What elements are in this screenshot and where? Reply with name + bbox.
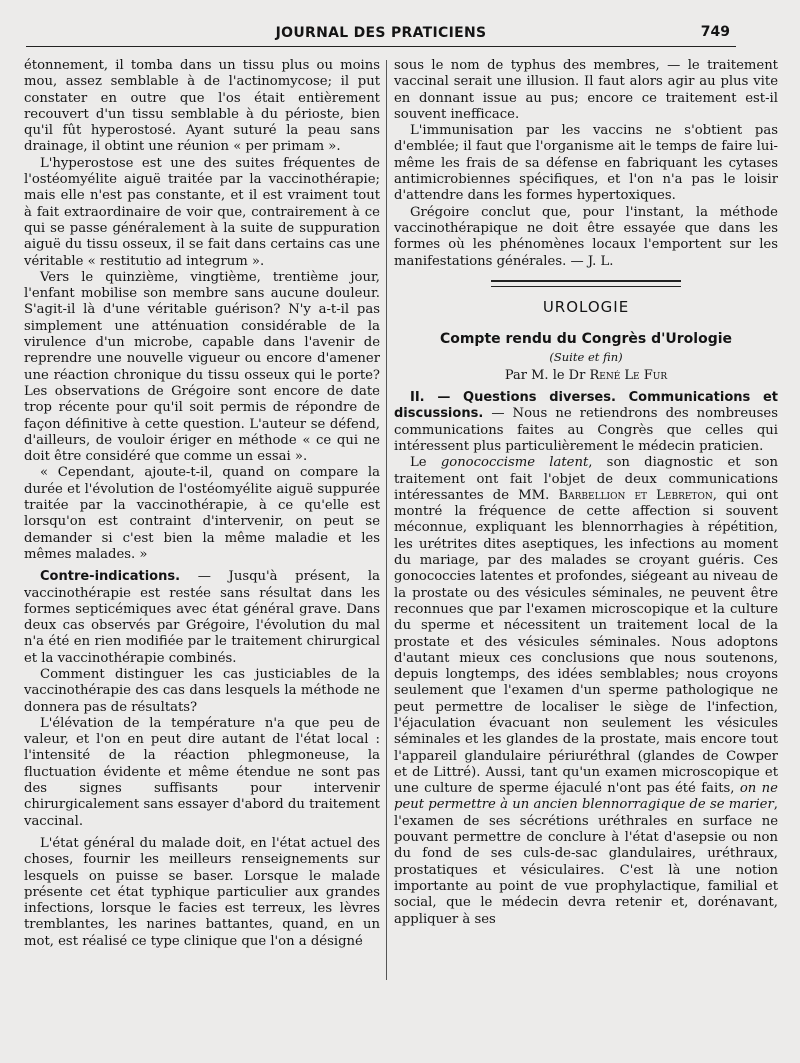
paragraph: « Cependant, ajoute-t-il, quand on compare la durée et l'évolution de l'ostéomyélite aiguë suppurée traitée par la vaccinothérapie, à ce qu'elle est lorsqu'on est contraint d'intervenir, on peut se demander si c'est bien la même maladie et les mêmes malades. » bbox=[24, 465, 380, 562]
paragraph: sous le nom de typhus des membres, — le traitement vaccinal serait une illusion. Il faut alors agir au plus vite en donnant issue au pus; encore ce traitement est-il souvent inefficace. bbox=[394, 58, 778, 122]
paragraph-text: — Nous ne retiendrons des nombreuses communications faites au Congrès que celles qui intéressent plus particulièrement le médecin praticien. bbox=[394, 406, 778, 454]
article-title: Compte rendu du Congrès d'Urologie bbox=[439, 331, 733, 348]
section-heading: UROLOGIE bbox=[542, 297, 630, 316]
paragraph: L'hyperostose est une des suites fréquentes de l'ostéomyélite aiguë traitée par la vaccinothérapie; mais elle n'est pas constante, et il est vraiment tout à fait extraordinaire de voir que, contrairement à ce qui se passe généralement à la suite de suppuration aiguë du tissu osseux, il se fait dans certains cas une véritable « restitutio ad integrum ». bbox=[24, 155, 380, 269]
contraindications-heading: Contre-indications. bbox=[40, 569, 181, 585]
paragraph: L'élévation de la température n'a que peu de valeur, et l'on en peut dire autant de l'état local : l'intensité de la réaction phlegmoneuse, la fluctuation évidente et même étendue ne sont pas des signes suffisants pour intervenir chirurgicalement sans essayer d'abord du traitement vaccinal. bbox=[24, 715, 380, 829]
emphasis: on ne peut permettre à un ancien blennorragique de se marier bbox=[394, 781, 778, 813]
questions-paragraph bbox=[394, 390, 778, 455]
emphasis: gonococcisme latent bbox=[440, 455, 589, 471]
text-run: , son diagnostic et son traitement ont fait l'objet de deux communications intéressantes de MM. bbox=[394, 455, 778, 503]
paragraph: L'état général du malade doit, en l'état actuel des choses, fournir les meilleurs renseignements sur lesquels on puisse se baser. Lorsque le malade présente cet état typhique particulier aux grandes infections, lorsque le facies est terreux, les lèvres tremblantes, les narines battantes, quand, en un mot, est réalisé ce type clinique que l'on a désigné bbox=[24, 835, 380, 949]
text-run: Le bbox=[410, 455, 441, 471]
text-run: , l'examen de ses sécrétions uréthrales en surface ne pouvant permettre de conclure à l'état d'asepsie ou non du fond de ses culs-de-sac glandulaires, uréthraux, prostatiques et vésiculaires. C'est là une notion importante au point de vue prophylactique, familial et social, que le médecin devra retenir et, dorénavant, appliquer à ses bbox=[394, 797, 778, 927]
column-divider bbox=[386, 60, 387, 980]
right-column bbox=[394, 58, 778, 1048]
author-prefix: Par M. le Dr bbox=[504, 367, 586, 383]
running-header bbox=[26, 22, 736, 47]
paragraph-text: — Jusqu'à présent, la vaccinothérapie est restée sans résultat dans les formes septicémiques avec état général grave. Dans deux cas observés par Grégoire, l'évolution du mal n'a été en rien modifiée par le traitement chirurgical et la vaccinothérapie combinés. bbox=[24, 569, 380, 666]
paragraph: L'immunisation par les vaccins ne s'obtient pas d'emblée; il faut que l'organisme ait le temps de faire lui-même les frais de sa défense en fabriquant les cytases antimicrobiennes spécifiques, et l'on n'a pas le loisir d'attendre dans les formes hypertoxiques. bbox=[394, 123, 778, 204]
article-subtitle: (Suite et fin) bbox=[549, 350, 623, 365]
questions-heading: II. — Questions diverses. Communications et discussions. bbox=[394, 390, 778, 422]
paragraph: Vers le quinzième, vingtième, trentième jour, l'enfant mobilise son membre sans aucune douleur. S'agit-il là d'une véritable guérison? N'y a-t-il pas simplement une atténuation considérable de la virulence d'un microbe, capable dans l'avenir de reprendre une nouvelle vigueur ou encore d'amener une réaction chronique du tissu osseux qui le porte? Les observations de Grégoire sont encore de date trop récente pour qu'il soit permis de répondre de façon définitive à cette question. L'auteur se défend, d'ailleurs, de vouloir ériger en méthode « ce qui ne doit être considéré que comme un essai ». bbox=[24, 269, 380, 465]
author-name: René Le Fur bbox=[589, 367, 668, 383]
paragraph: étonnement, il tomba dans un tissu plus ou moins mou, assez semblable à de l'actinomycose; il put constater en outre que l'os était entièrement recouvert d'un tissu semblable à du périoste, bien qu'il fût hyperostosé. Ayant suturé la peau sans drainage, il obtint une réunion « per primam ». bbox=[24, 58, 380, 155]
article-author bbox=[394, 368, 778, 384]
page-number: 749 bbox=[700, 24, 730, 40]
left-column bbox=[24, 58, 380, 1048]
paragraph: Grégoire conclut que, pour l'instant, la méthode vaccinothérapique ne doit être essayée que dans les formes où les phénomènes locaux l'emportent sur les manifestations générales. — J. L. bbox=[394, 204, 778, 269]
text-run: , qui ont montré la fréquence de cette affection si souvent méconnue, expliquant les blennorrhagies à répétition, les urétrites dites aseptiques, les infections au moment du mariage, par des malades se croyant guéris. Ces gonococcies latentes et profondes, siégeant au niveau de la prostate ou des vésicules séminales, ne peuvent être reconnues que par l'examen microscopique et la culture du sperme et nécessitent un traitement local de la prostate et des vésicules séminales. Nous adoptons d'autant mieux ces conclusions que nous soutenons, depuis longtemps, des idées semblables; nous croyons seulement que l'examen d'un sperme pathologique ne peut permettre de localiser le siège de l'infection, l'éjaculation évacuant non seulement les vésicules séminales et les glandes de la prostate, mais encore tout l'appareil glandulaire périuréthral (glandes de Cowper et de Littré). Aussi, tant qu'un examen microscopique et une culture de sperme éjaculé n'ont pas été faits, bbox=[394, 487, 778, 797]
journal-title: JOURNAL DES PRATICIENS bbox=[275, 25, 487, 41]
author-names: Barbellion et Lebreton bbox=[558, 487, 713, 503]
contraindications-paragraph bbox=[24, 569, 380, 667]
gonococcisme-paragraph bbox=[394, 455, 778, 928]
paragraph: Comment distinguer les cas justiciables de la vaccinothérapie des cas dans lesquels la méthode ne donnera pas de résultats? bbox=[24, 666, 380, 715]
section-rule bbox=[491, 280, 681, 287]
